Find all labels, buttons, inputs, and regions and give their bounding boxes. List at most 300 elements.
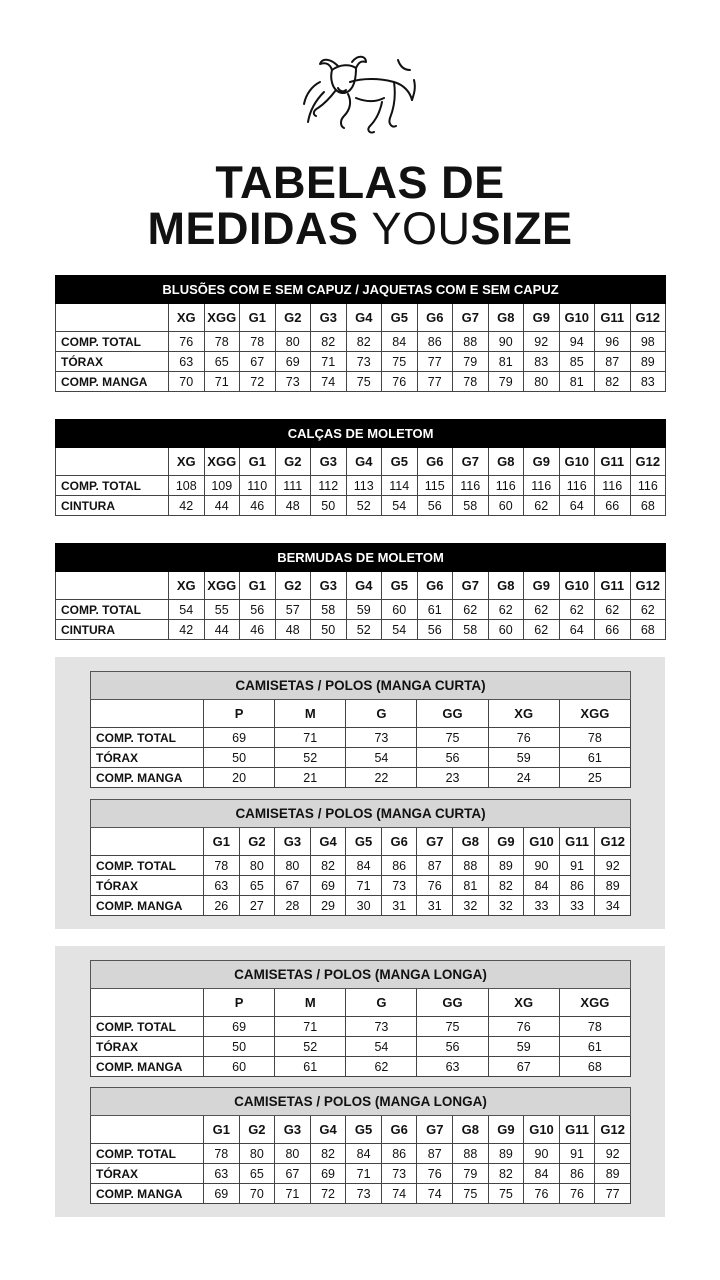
measurement-cell: 60 [382, 600, 418, 620]
measurement-cell: 59 [346, 600, 382, 620]
measurement-cell: 31 [381, 896, 417, 916]
measurement-cell: 56 [417, 1037, 488, 1057]
table-caption: CAMISETAS / POLOS (MANGA CURTA) [91, 672, 631, 700]
measurement-cell: 50 [204, 1037, 275, 1057]
size-header: G12 [595, 828, 631, 856]
table-row [91, 728, 631, 748]
measurement-cell: 78 [559, 728, 630, 748]
size-header: XG [169, 304, 205, 332]
size-header: G12 [595, 1116, 631, 1144]
size-header: G2 [239, 828, 275, 856]
measurement-cell: 67 [275, 876, 311, 896]
measurement-cell: 70 [239, 1184, 275, 1204]
size-header: G1 [240, 304, 276, 332]
size-header: G5 [382, 572, 418, 600]
table-row [91, 1057, 631, 1077]
size-header: XGG [204, 304, 240, 332]
measurement-cell: 74 [311, 372, 347, 392]
header-blank-cell [56, 304, 169, 332]
measurement-cell: 48 [275, 620, 311, 640]
measurement-cell: 33 [524, 896, 560, 916]
measurement-cell: 79 [453, 352, 489, 372]
row-label: COMP. TOTAL [56, 476, 169, 496]
measurement-cell: 63 [417, 1057, 488, 1077]
measurement-cell: 54 [346, 1037, 417, 1057]
size-header: G9 [524, 448, 560, 476]
measurement-cell: 60 [204, 1057, 275, 1077]
measurement-cell: 55 [204, 600, 240, 620]
measurement-cell: 62 [524, 600, 560, 620]
measurement-cell: 84 [524, 1164, 560, 1184]
measurement-cell: 28 [275, 896, 311, 916]
row-label: TÓRAX [56, 352, 169, 372]
table-row [56, 372, 666, 392]
measurement-cell: 76 [417, 1164, 453, 1184]
measurement-cell: 71 [275, 728, 346, 748]
measurement-cell: 32 [488, 896, 524, 916]
table-row [91, 1184, 631, 1204]
size-header: G3 [311, 572, 347, 600]
measurement-cell: 71 [275, 1017, 346, 1037]
measurement-cell: 115 [417, 476, 453, 496]
measurement-cell: 63 [169, 352, 205, 372]
size-header: G [346, 989, 417, 1017]
measurement-cell: 80 [275, 1144, 311, 1164]
size-header: G3 [311, 448, 347, 476]
measurement-cell: 44 [204, 496, 240, 516]
row-label: COMP. MANGA [91, 768, 204, 788]
size-header: XG [488, 989, 559, 1017]
size-header: G4 [346, 304, 382, 332]
title-you: YOU [371, 203, 471, 254]
row-label: COMP. TOTAL [91, 1144, 204, 1164]
measurement-cell: 77 [417, 372, 453, 392]
measurement-cell: 59 [488, 748, 559, 768]
measurement-cell: 69 [310, 1164, 346, 1184]
measurement-cell: 63 [204, 1164, 240, 1184]
size-header: XGG [559, 989, 630, 1017]
manga-longa-standard-size-table [90, 960, 631, 1077]
measurement-cell: 60 [488, 620, 524, 640]
size-header: G11 [595, 304, 631, 332]
row-label: TÓRAX [91, 1164, 204, 1184]
measurement-cell: 50 [311, 496, 347, 516]
row-label: TÓRAX [91, 748, 204, 768]
measurement-cell: 87 [417, 856, 453, 876]
row-label: TÓRAX [91, 1037, 204, 1057]
size-header: G8 [488, 572, 524, 600]
size-header: M [275, 700, 346, 728]
measurement-cell: 44 [204, 620, 240, 640]
measurement-cell: 91 [559, 1144, 595, 1164]
table-row [91, 1037, 631, 1057]
measurement-cell: 48 [275, 496, 311, 516]
measurement-cell: 59 [488, 1037, 559, 1057]
bermudas-size-table [55, 543, 666, 640]
table-caption: CAMISETAS / POLOS (MANGA LONGA) [91, 1088, 631, 1116]
measurement-cell: 116 [524, 476, 560, 496]
measurement-cell: 75 [453, 1184, 489, 1204]
size-header: G5 [346, 1116, 382, 1144]
measurement-cell: 24 [488, 768, 559, 788]
measurement-cell: 62 [524, 496, 560, 516]
measurement-cell: 30 [346, 896, 382, 916]
measurement-cell: 75 [417, 1017, 488, 1037]
page-title-line-2 [0, 203, 720, 254]
size-header: G8 [488, 304, 524, 332]
table-row [91, 768, 631, 788]
measurement-cell: 79 [488, 372, 524, 392]
measurement-cell: 33 [559, 896, 595, 916]
measurement-cell: 62 [595, 600, 631, 620]
measurement-cell: 89 [595, 876, 631, 896]
table-row [56, 620, 666, 640]
table-row [56, 332, 666, 352]
measurement-cell: 80 [239, 1144, 275, 1164]
measurement-cell: 58 [311, 600, 347, 620]
measurement-cell: 50 [311, 620, 347, 640]
measurement-cell: 75 [382, 352, 418, 372]
table-row [91, 896, 631, 916]
measurement-cell: 83 [524, 352, 560, 372]
measurement-cell: 61 [559, 1037, 630, 1057]
measurement-cell: 62 [488, 600, 524, 620]
measurement-cell: 64 [559, 496, 595, 516]
table-row [91, 1164, 631, 1184]
measurement-cell: 111 [275, 476, 311, 496]
measurement-cell: 76 [417, 876, 453, 896]
measurement-cell: 72 [310, 1184, 346, 1204]
table-caption: CALÇAS DE MOLETOM [56, 420, 666, 448]
measurement-cell: 46 [240, 620, 276, 640]
size-header: G6 [417, 448, 453, 476]
measurement-cell: 112 [311, 476, 347, 496]
measurement-cell: 82 [595, 372, 631, 392]
measurement-cell: 66 [595, 620, 631, 640]
measurement-cell: 29 [310, 896, 346, 916]
measurement-cell: 91 [559, 856, 595, 876]
measurement-cell: 86 [559, 876, 595, 896]
measurement-cell: 23 [417, 768, 488, 788]
measurement-cell: 86 [381, 1144, 417, 1164]
size-header: GG [417, 989, 488, 1017]
measurement-cell: 82 [488, 876, 524, 896]
measurement-cell: 56 [240, 600, 276, 620]
measurement-cell: 52 [346, 496, 382, 516]
measurement-cell: 73 [381, 876, 417, 896]
measurement-cell: 109 [204, 476, 240, 496]
title-medidas: MEDIDAS [147, 203, 359, 254]
measurement-cell: 86 [417, 332, 453, 352]
blusoes-size-table [55, 275, 666, 392]
manga-longa-plus-size-table [90, 1087, 631, 1204]
size-header: G5 [346, 828, 382, 856]
measurement-cell: 75 [417, 728, 488, 748]
measurement-cell: 61 [417, 600, 453, 620]
size-header: G11 [559, 1116, 595, 1144]
measurement-cell: 65 [204, 352, 240, 372]
measurement-cell: 50 [204, 748, 275, 768]
measurement-cell: 54 [169, 600, 205, 620]
measurement-cell: 22 [346, 768, 417, 788]
size-header: G7 [417, 828, 453, 856]
table-caption: CAMISETAS / POLOS (MANGA CURTA) [91, 800, 631, 828]
measurement-cell: 70 [169, 372, 205, 392]
measurement-cell: 62 [630, 600, 666, 620]
measurement-cell: 98 [630, 332, 666, 352]
measurement-cell: 73 [275, 372, 311, 392]
size-header: XG [488, 700, 559, 728]
table-caption: BERMUDAS DE MOLETOM [56, 544, 666, 572]
measurement-cell: 62 [346, 1057, 417, 1077]
measurement-cell: 116 [453, 476, 489, 496]
title-size: SIZE [470, 203, 573, 254]
measurement-cell: 68 [630, 620, 666, 640]
measurement-cell: 74 [417, 1184, 453, 1204]
size-header: G1 [240, 572, 276, 600]
measurement-cell: 25 [559, 768, 630, 788]
size-header: GG [417, 700, 488, 728]
header-blank-cell [91, 828, 204, 856]
measurement-cell: 20 [204, 768, 275, 788]
table-row [91, 1144, 631, 1164]
size-header: G5 [382, 448, 418, 476]
size-header: G2 [275, 448, 311, 476]
table-caption: CAMISETAS / POLOS (MANGA LONGA) [91, 961, 631, 989]
measurement-cell: 73 [346, 1184, 382, 1204]
measurement-cell: 84 [382, 332, 418, 352]
measurement-cell: 87 [417, 1144, 453, 1164]
size-header: G1 [204, 828, 240, 856]
measurement-cell: 89 [488, 1144, 524, 1164]
measurement-cell: 68 [630, 496, 666, 516]
size-header: G8 [453, 828, 489, 856]
header-blank-cell [56, 572, 169, 600]
size-header: G10 [559, 572, 595, 600]
measurement-cell: 82 [311, 332, 347, 352]
measurement-cell: 80 [275, 856, 311, 876]
size-header: XGG [559, 700, 630, 728]
measurement-cell: 73 [381, 1164, 417, 1184]
row-label: COMP. TOTAL [56, 600, 169, 620]
row-label: TÓRAX [91, 876, 204, 896]
size-header: G3 [275, 828, 311, 856]
size-header: G4 [310, 828, 346, 856]
size-header: P [204, 989, 275, 1017]
table-caption: BLUSÕES COM E SEM CAPUZ / JAQUETAS COM E SEM CAPUZ [56, 276, 666, 304]
measurement-cell: 52 [275, 748, 346, 768]
size-header: G1 [240, 448, 276, 476]
measurement-cell: 73 [346, 1017, 417, 1037]
measurement-cell: 62 [453, 600, 489, 620]
size-header: G6 [417, 304, 453, 332]
size-header: XG [169, 448, 205, 476]
measurement-cell: 73 [346, 352, 382, 372]
row-label: COMP. MANGA [91, 1057, 204, 1077]
measurement-cell: 62 [559, 600, 595, 620]
measurement-cell: 86 [559, 1164, 595, 1184]
size-header: XGG [204, 448, 240, 476]
measurement-cell: 61 [275, 1057, 346, 1077]
measurement-cell: 86 [381, 856, 417, 876]
measurement-cell: 54 [382, 496, 418, 516]
measurement-cell: 76 [382, 372, 418, 392]
measurement-cell: 82 [346, 332, 382, 352]
measurement-cell: 96 [595, 332, 631, 352]
measurement-cell: 21 [275, 768, 346, 788]
measurement-cell: 90 [524, 856, 560, 876]
measurement-cell: 108 [169, 476, 205, 496]
header-blank-cell [91, 700, 204, 728]
measurement-cell: 110 [240, 476, 276, 496]
size-header: G9 [488, 1116, 524, 1144]
measurement-cell: 92 [595, 856, 631, 876]
size-header: G10 [559, 304, 595, 332]
table-row [56, 600, 666, 620]
size-header: G4 [310, 1116, 346, 1144]
manga-curta-plus-size-table [90, 799, 631, 916]
measurement-cell: 68 [559, 1057, 630, 1077]
measurement-cell: 88 [453, 1144, 489, 1164]
measurement-cell: 62 [524, 620, 560, 640]
measurement-cell: 76 [524, 1184, 560, 1204]
measurement-cell: 76 [169, 332, 205, 352]
measurement-cell: 76 [559, 1184, 595, 1204]
size-header: G11 [595, 448, 631, 476]
size-header: G7 [417, 1116, 453, 1144]
measurement-cell: 67 [488, 1057, 559, 1077]
measurement-cell: 83 [630, 372, 666, 392]
size-header: P [204, 700, 275, 728]
size-header: XG [169, 572, 205, 600]
measurement-cell: 65 [239, 1164, 275, 1184]
size-header: G7 [453, 448, 489, 476]
measurement-cell: 42 [169, 620, 205, 640]
measurement-cell: 81 [559, 372, 595, 392]
measurement-cell: 90 [488, 332, 524, 352]
table-row [56, 352, 666, 372]
size-header: G1 [204, 1116, 240, 1144]
measurement-cell: 94 [559, 332, 595, 352]
measurement-cell: 81 [488, 352, 524, 372]
measurement-cell: 71 [346, 876, 382, 896]
measurement-cell: 71 [311, 352, 347, 372]
size-header: G10 [524, 1116, 560, 1144]
measurement-cell: 89 [595, 1164, 631, 1184]
size-header: G6 [381, 828, 417, 856]
size-header: G7 [453, 572, 489, 600]
measurement-cell: 61 [559, 748, 630, 768]
table-row [91, 876, 631, 896]
measurement-cell: 27 [239, 896, 275, 916]
table-row [91, 1017, 631, 1037]
row-label: COMP. TOTAL [91, 728, 204, 748]
measurement-cell: 92 [595, 1144, 631, 1164]
size-header: G2 [275, 304, 311, 332]
row-label: COMP. MANGA [56, 372, 169, 392]
size-header: G3 [275, 1116, 311, 1144]
size-header: G4 [346, 572, 382, 600]
header-blank-cell [91, 1116, 204, 1144]
size-header: G8 [453, 1116, 489, 1144]
measurement-cell: 80 [524, 372, 560, 392]
measurement-cell: 67 [240, 352, 276, 372]
measurement-cell: 81 [453, 876, 489, 896]
row-label: COMP. TOTAL [91, 856, 204, 876]
table-row [91, 856, 631, 876]
measurement-cell: 88 [453, 332, 489, 352]
size-header: G [346, 700, 417, 728]
size-header: G12 [630, 448, 666, 476]
measurement-cell: 90 [524, 1144, 560, 1164]
measurement-cell: 34 [595, 896, 631, 916]
measurement-cell: 52 [346, 620, 382, 640]
measurement-cell: 77 [417, 352, 453, 372]
measurement-cell: 75 [488, 1184, 524, 1204]
size-header: G4 [346, 448, 382, 476]
table-row [56, 496, 666, 516]
measurement-cell: 77 [595, 1184, 631, 1204]
measurement-cell: 69 [204, 1184, 240, 1204]
measurement-cell: 80 [275, 332, 311, 352]
measurement-cell: 71 [275, 1184, 311, 1204]
size-header: XGG [204, 572, 240, 600]
measurement-cell: 78 [204, 332, 240, 352]
measurement-cell: 69 [310, 876, 346, 896]
measurement-cell: 116 [488, 476, 524, 496]
measurement-cell: 69 [275, 352, 311, 372]
measurement-cell: 85 [559, 352, 595, 372]
row-label: CINTURA [56, 496, 169, 516]
measurement-cell: 82 [310, 856, 346, 876]
measurement-cell: 116 [630, 476, 666, 496]
measurement-cell: 116 [595, 476, 631, 496]
measurement-cell: 76 [488, 1017, 559, 1037]
measurement-cell: 67 [275, 1164, 311, 1184]
measurement-cell: 60 [488, 496, 524, 516]
measurement-cell: 116 [559, 476, 595, 496]
measurement-cell: 54 [346, 748, 417, 768]
row-label: COMP. MANGA [91, 1184, 204, 1204]
measurement-cell: 46 [240, 496, 276, 516]
measurement-cell: 82 [488, 1164, 524, 1184]
table-row [56, 476, 666, 496]
size-header: G9 [488, 828, 524, 856]
measurement-cell: 64 [559, 620, 595, 640]
measurement-cell: 57 [275, 600, 311, 620]
header-blank-cell [56, 448, 169, 476]
measurement-cell: 71 [346, 1164, 382, 1184]
measurement-cell: 80 [239, 856, 275, 876]
size-header: G5 [382, 304, 418, 332]
measurement-cell: 32 [453, 896, 489, 916]
measurement-cell: 31 [417, 896, 453, 916]
measurement-cell: 54 [382, 620, 418, 640]
size-header: M [275, 989, 346, 1017]
measurement-cell: 69 [204, 728, 275, 748]
measurement-cell: 88 [453, 856, 489, 876]
size-header: G8 [488, 448, 524, 476]
size-header: G10 [524, 828, 560, 856]
size-header: G7 [453, 304, 489, 332]
size-header: G9 [524, 304, 560, 332]
measurement-cell: 76 [488, 728, 559, 748]
table-row [91, 748, 631, 768]
size-header: G11 [595, 572, 631, 600]
measurement-cell: 82 [310, 1144, 346, 1164]
size-header: G3 [311, 304, 347, 332]
measurement-cell: 84 [346, 1144, 382, 1164]
